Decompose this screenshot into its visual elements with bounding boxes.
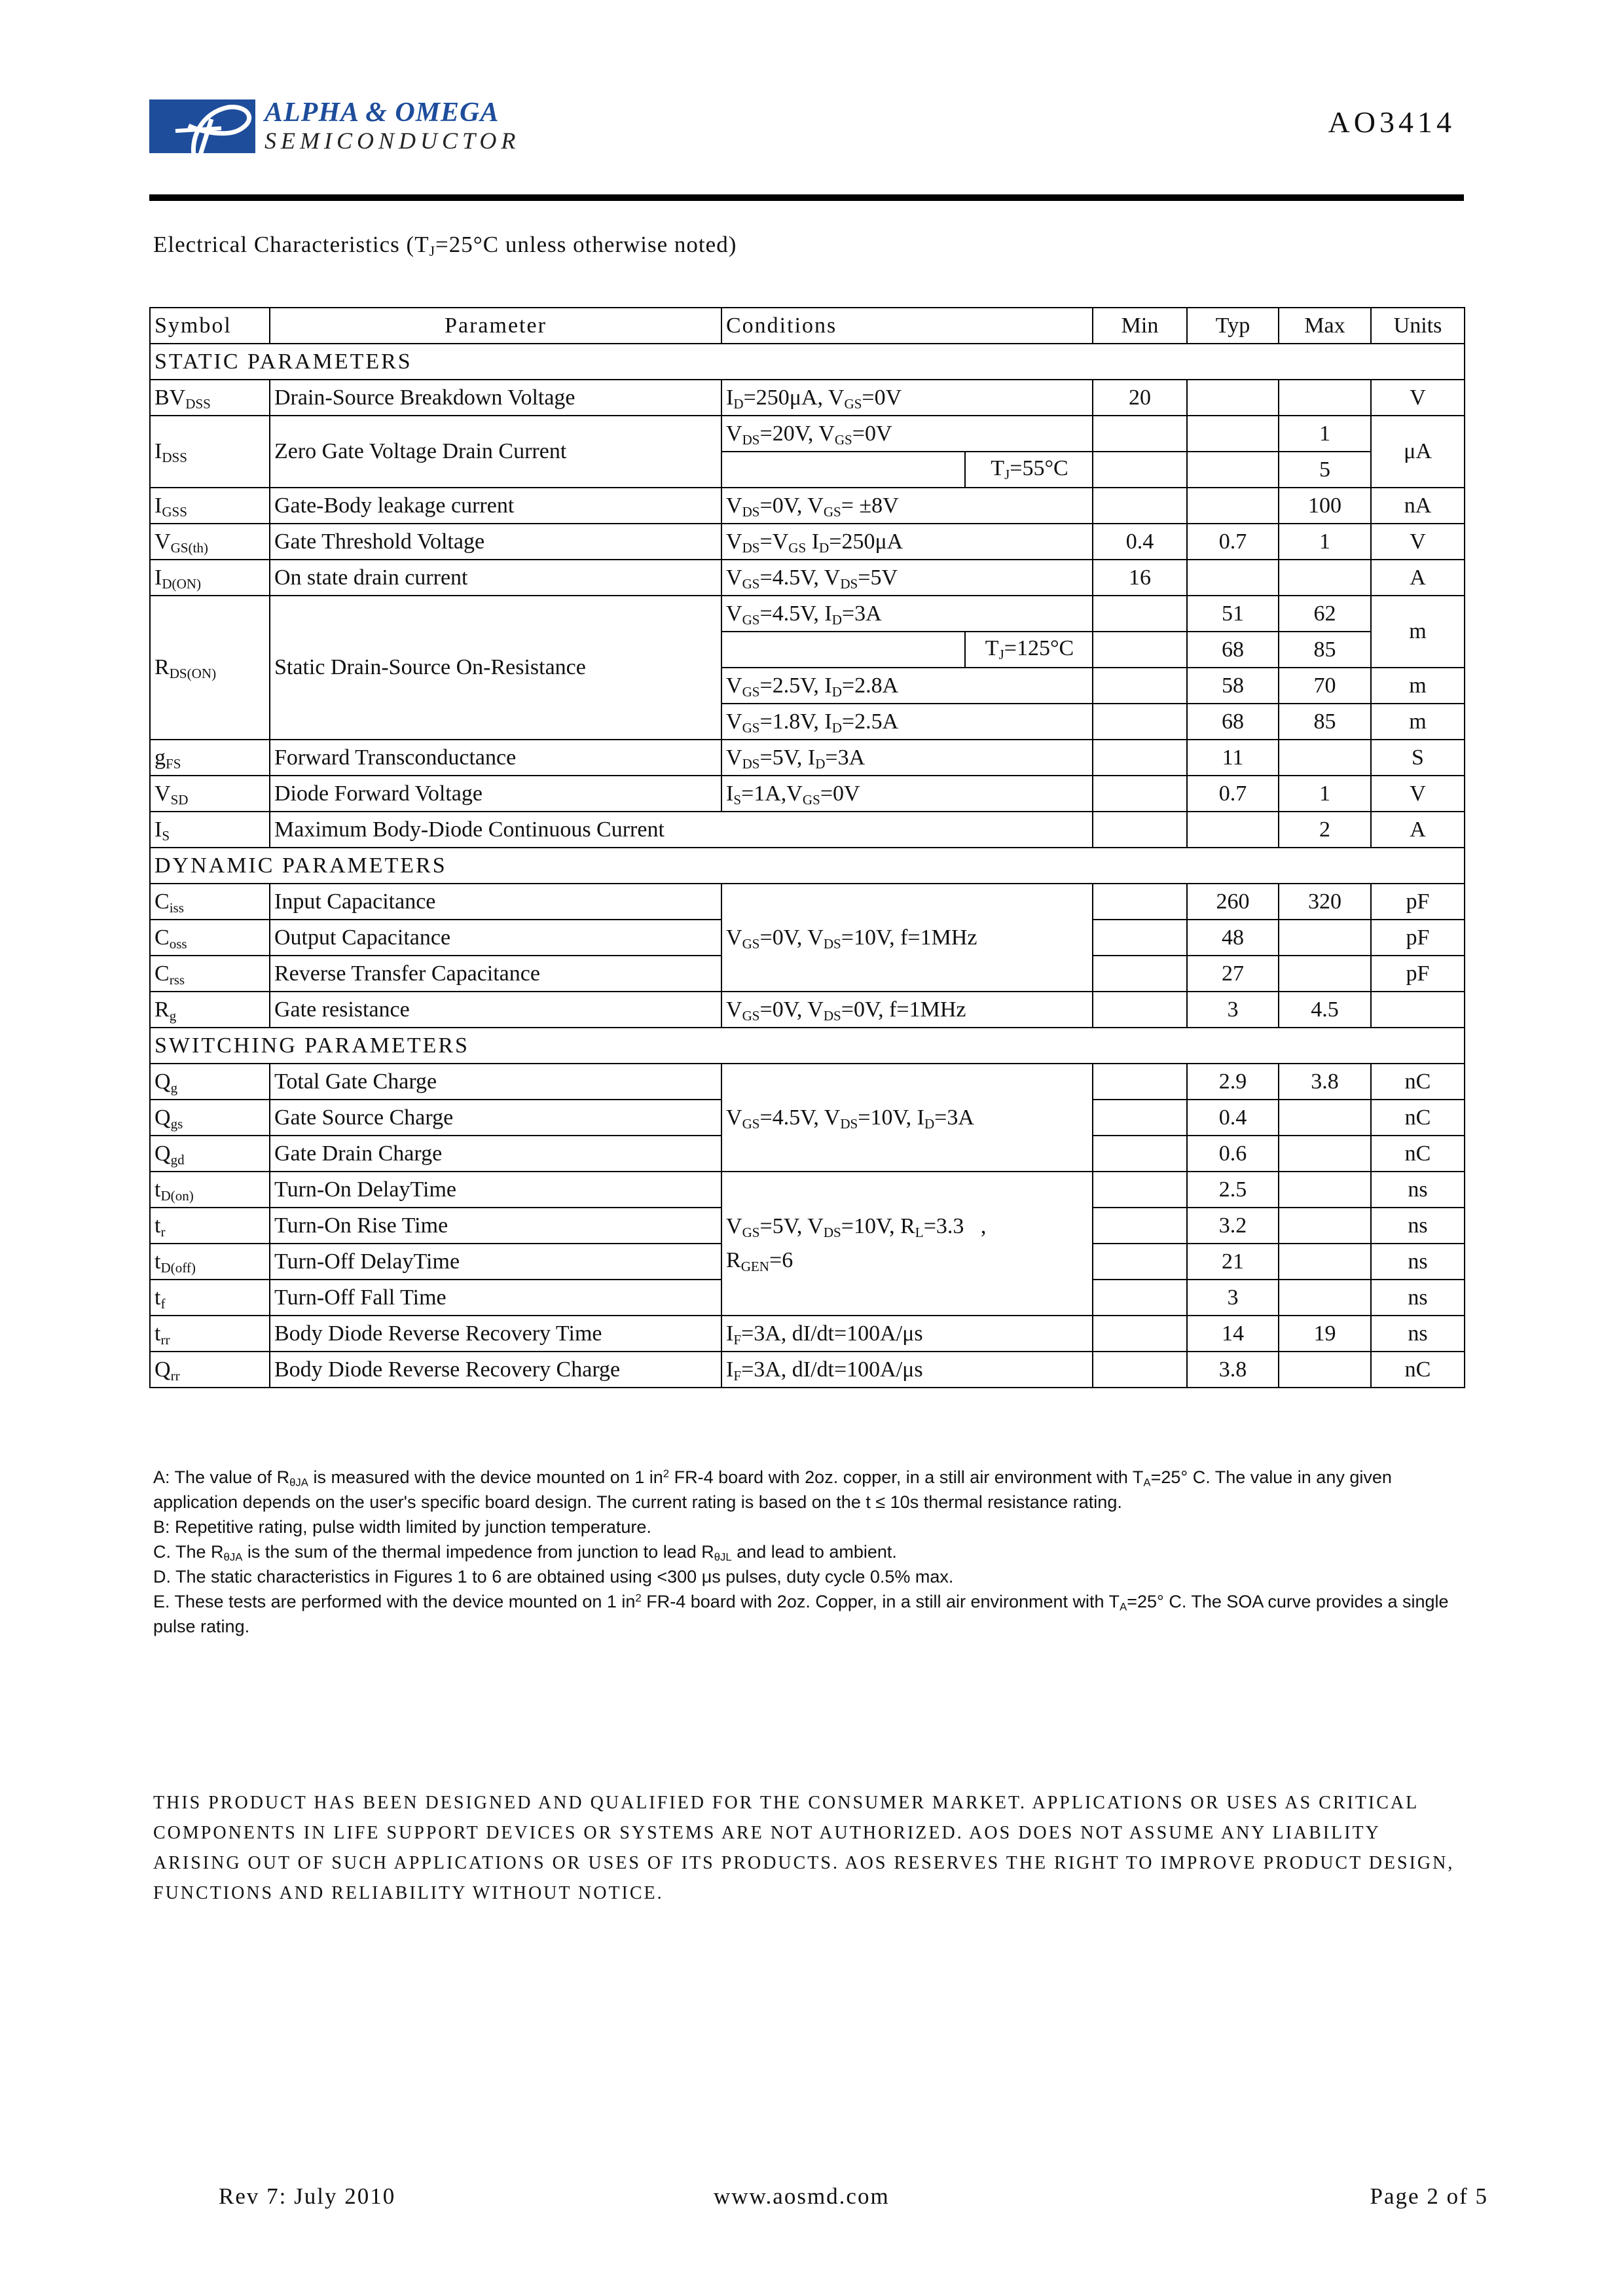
disclaimer: THIS PRODUCT HAS BEEN DESIGNED AND QUALIFIED FOR THE CONSUMER MARKET. APPLICATIONS OR USES AS CRITICAL COMPONENTS IN LIFE SUPPORT DEVICES OR SYSTEMS ARE NOT AUTHORIZED. AOS DOES NOT ASSUME ANY LIABILITY ARISING OUT OF SUCH APPLICATIONS OR USES OF ITS PRODUCTS. AOS RESERVES THE RIGHT TO IMPROVE PRODUCT DESIGN, FUNCTIONS AND RELIABILITY WITHOUT NOTICE. <box>153 1793 1455 1903</box>
max-cell: 2 <box>1279 812 1371 848</box>
units-cell: ns <box>1371 1208 1465 1244</box>
parameter-cell: Output Capacitance <box>270 920 721 956</box>
parameter-cell: Turn-On Rise Time <box>270 1208 721 1244</box>
table-row <box>150 380 1465 416</box>
symbol-cell: $t_{D(off)}$ <box>150 1244 270 1280</box>
parameter-cell: Body Diode Reverse Recovery Time <box>270 1316 721 1352</box>
parameter-cell: Reverse Transfer Capacitance <box>270 956 721 992</box>
units-cell: nC <box>1371 1100 1465 1136</box>
typ-cell: 3.8 <box>1187 1352 1279 1388</box>
footnote-b: B: Repetitive rating, pulse width limited by junction temperature. <box>153 1517 651 1537</box>
company-name: ALPHA & OMEGA <box>264 98 500 128</box>
units-cell: m <box>1371 668 1465 704</box>
header-typ: Typ <box>1187 308 1279 344</box>
parameter-cell: Turn-Off DelayTime <box>270 1244 721 1280</box>
table-row <box>150 1064 1465 1100</box>
units-cell: ns <box>1371 1172 1465 1208</box>
tj-condition: $T_J=55^\circ C$ <box>964 452 1093 488</box>
symbol-cell: $BV_{DSS}$ <box>150 380 270 416</box>
website-link[interactable]: www.aosmd.com <box>714 2183 890 2209</box>
parameter-cell: Static Drain-Source On-Resistance <box>270 596 721 740</box>
symbol-cell: $I_{GSS}$ <box>150 488 270 524</box>
max-cell: 100 <box>1279 488 1371 524</box>
parameter-cell: On state drain current <box>270 560 721 596</box>
section-row <box>150 1028 1465 1064</box>
symbol-cell: $t_r$ <box>150 1208 270 1244</box>
min-cell: 0.4 <box>1093 524 1187 560</box>
table-row <box>150 416 1465 452</box>
table-row <box>150 1172 1465 1208</box>
table-row <box>150 884 1465 920</box>
symbol-cell: $R_g$ <box>150 992 270 1028</box>
parameter-cell: Turn-On DelayTime <box>270 1172 721 1208</box>
max-cell: 19 <box>1279 1316 1371 1352</box>
section-row <box>150 344 1465 380</box>
header-max: Max <box>1279 308 1371 344</box>
typ-cell: 0.6 <box>1187 1136 1279 1172</box>
parameter-cell: Gate Threshold Voltage <box>270 524 721 560</box>
header-parameter: Parameter <box>270 308 721 344</box>
typ-cell: 0.7 <box>1187 776 1279 812</box>
table-row <box>150 812 1465 848</box>
footnotes <box>153 1465 1469 1639</box>
typ-cell: 51 <box>1187 596 1279 632</box>
parameter-cell: Turn-Off Fall Time <box>270 1280 721 1316</box>
units-cell: m <box>1371 704 1465 740</box>
electrical-characteristics-table <box>149 307 1465 1388</box>
symbol-cell: $Q_{gs}$ <box>150 1100 270 1136</box>
conditions-cell: $I_D=250\mu A$, $V_{GS}=0V$ <box>721 380 1093 416</box>
parameter-cell: Gate Drain Charge <box>270 1136 721 1172</box>
symbol-cell: $I_S$ <box>150 812 270 848</box>
units-cell: pF <box>1371 920 1465 956</box>
table-row <box>150 596 1465 632</box>
table-row <box>150 1352 1465 1388</box>
symbol-cell: $t_{rr}$ <box>150 1316 270 1352</box>
units-cell: V <box>1371 524 1465 560</box>
footnote-e: E. These tests are performed with the device mounted on 1 $in^2$ FR-4 board with 2oz. Copper, in a still air environment with $T_A=25^\circ$ C. The SOA curve provides a single pulse rating. <box>153 1591 1449 1636</box>
table-row <box>150 776 1465 812</box>
symbol-cell: $Q_{rr}$ <box>150 1352 270 1388</box>
conditions-cell: $V_{GS}=4.5V$, $V_{DS}=10V$, $I_D=3A$ <box>721 1064 1093 1172</box>
parameter-cell: Gate-Body leakage current <box>270 488 721 524</box>
company-subtitle: SEMICONDUCTOR <box>264 128 520 154</box>
parameter-cell: Gate resistance <box>270 992 721 1028</box>
alpha-omega-logo-icon <box>149 99 255 153</box>
units-cell: ns <box>1371 1280 1465 1316</box>
parameter-cell: Total Gate Charge <box>270 1064 721 1100</box>
conditions-cell: $I_S=1A,V_{GS}=0V$ <box>721 776 1093 812</box>
symbol-cell: $I_{D(ON)}$ <box>150 560 270 596</box>
footnote-c: C. The $R_{\theta JA}$ is the sum of the thermal impedence from junction to lead $R_{\theta JL}$ and lead to ambient. <box>153 1542 897 1564</box>
units-cell: nC <box>1371 1064 1465 1100</box>
company-logo <box>149 97 555 175</box>
typ-cell: 68 <box>1187 704 1279 740</box>
typ-cell: 3.2 <box>1187 1208 1279 1244</box>
symbol-cell: $C_{oss}$ <box>150 920 270 956</box>
conditions-cell: $V_{DS}=0V$, $V_{GS}= \pm 8V$ <box>721 488 1093 524</box>
max-cell: 5 <box>1279 452 1371 488</box>
symbol-cell: $Q_g$ <box>150 1064 270 1100</box>
parameter-cell: Zero Gate Voltage Drain Current <box>270 416 721 488</box>
min-cell: 20 <box>1093 380 1187 416</box>
units-cell: m <box>1371 596 1465 668</box>
header-min: Min <box>1093 308 1187 344</box>
max-cell: 70 <box>1279 668 1371 704</box>
max-cell: 1 <box>1279 416 1371 452</box>
symbol-cell: $R_{DS(ON)}$ <box>150 596 270 740</box>
symbol-cell: $V_{SD}$ <box>150 776 270 812</box>
units-cell: ns <box>1371 1316 1465 1352</box>
typ-cell: 11 <box>1187 740 1279 776</box>
conditions-cell: $V_{DS}=20V$, $V_{GS}=0V$ <box>721 416 1093 452</box>
table-row <box>150 1316 1465 1352</box>
typ-cell: 2.5 <box>1187 1172 1279 1208</box>
max-cell: 4.5 <box>1279 992 1371 1028</box>
symbol-cell: $C_{rss}$ <box>150 956 270 992</box>
conditions-cell: $I_F=3A$, dI/dt=100A/μs <box>721 1352 1093 1388</box>
conditions-cell <box>721 452 1093 488</box>
max-cell: 62 <box>1279 596 1371 632</box>
table-row <box>150 524 1465 560</box>
units-cell: pF <box>1371 956 1465 992</box>
symbol-cell: $Q_{gd}$ <box>150 1136 270 1172</box>
min-cell: 16 <box>1093 560 1187 596</box>
units-cell: nA <box>1371 488 1465 524</box>
header-divider <box>149 194 1464 201</box>
symbol-cell: $g_{FS}$ <box>150 740 270 776</box>
header-units: Units <box>1371 308 1465 344</box>
table-header-row <box>150 308 1465 344</box>
max-cell: 320 <box>1279 884 1371 920</box>
page-number: Page 2 of 5 <box>1370 2183 1488 2209</box>
parameter-cell: Drain-Source Breakdown Voltage <box>270 380 721 416</box>
conditions-cell: $V_{GS}=5V$, $V_{DS}=10V$, $R_L=3.3$ , $R_{GEN}=6$ <box>721 1172 1093 1316</box>
static-parameters-title: STATIC PARAMETERS <box>150 344 1465 380</box>
conditions-cell: $I_F=3A$, dI/dt=100A/μs <box>721 1316 1093 1352</box>
max-cell: 1 <box>1279 776 1371 812</box>
conditions-cell: $V_{GS}=4.5V$, $V_{DS}=5V$ <box>721 560 1093 596</box>
typ-cell: 21 <box>1187 1244 1279 1280</box>
symbol-cell: $C_{iss}$ <box>150 884 270 920</box>
table-row <box>150 992 1465 1028</box>
units-cell: A <box>1371 812 1465 848</box>
parameter-cell: Maximum Body-Diode Continuous Current <box>270 812 1093 848</box>
conditions-cell: $V_{GS}=2.5V$, $I_D=2.8A$ <box>721 668 1093 704</box>
units-cell: nC <box>1371 1352 1465 1388</box>
part-number: AO3414 <box>1328 105 1455 139</box>
section-row <box>150 848 1465 884</box>
typ-cell: 48 <box>1187 920 1279 956</box>
typ-cell: 58 <box>1187 668 1279 704</box>
max-cell: 85 <box>1279 704 1371 740</box>
max-cell: 3.8 <box>1279 1064 1371 1100</box>
table-row <box>150 740 1465 776</box>
typ-cell: 3 <box>1187 992 1279 1028</box>
conditions-cell: $V_{GS}=1.8V$, $I_D=2.5A$ <box>721 704 1093 740</box>
symbol-cell: $V_{GS(th)}$ <box>150 524 270 560</box>
footnote-a: A: The value of $R_{\theta JA}$ is measured with the device mounted on 1 $in^2$ FR-4 board with 2oz. copper, in a still air environment with $T_A=25^\circ$ C. The value in any given application depends on the user's specific board design. The current rating is based on the t ≤ 10s thermal resistance rating. <box>153 1467 1392 1512</box>
switching-parameters-title: SWITCHING PARAMETERS <box>150 1028 1465 1064</box>
units-cell: nC <box>1371 1136 1465 1172</box>
units-cell: V <box>1371 776 1465 812</box>
footnote-d: D. The static characteristics in Figures 1 to 6 are obtained using <300 μs pulses, duty cycle 0.5% max. <box>153 1567 954 1587</box>
typ-cell: 68 <box>1187 632 1279 668</box>
units-cell: S <box>1371 740 1465 776</box>
parameter-cell: Diode Forward Voltage <box>270 776 721 812</box>
units-cell: pF <box>1371 884 1465 920</box>
tj-condition: $T_J=125^\circ C$ <box>964 632 1093 668</box>
typ-cell: 2.9 <box>1187 1064 1279 1100</box>
conditions-cell: $V_{DS}=5V$, $I_D=3A$ <box>721 740 1093 776</box>
header-conditions: Conditions <box>721 308 1093 344</box>
conditions-cell: $V_{GS}=0V$, $V_{DS}=10V$, f=1MHz <box>721 884 1093 992</box>
section-heading: Electrical Characteristics ($T_J=25^\circ C$ unless otherwise noted) <box>153 232 737 260</box>
parameter-cell: Forward Transconductance <box>270 740 721 776</box>
units-cell: μA <box>1371 416 1465 488</box>
typ-cell: 27 <box>1187 956 1279 992</box>
table-row <box>150 488 1465 524</box>
typ-cell: 260 <box>1187 884 1279 920</box>
typ-cell: 0.4 <box>1187 1100 1279 1136</box>
revision-label: Rev 7: July 2010 <box>219 2183 396 2209</box>
units-cell: ns <box>1371 1244 1465 1280</box>
parameter-cell: Input Capacitance <box>270 884 721 920</box>
units-cell: V <box>1371 380 1465 416</box>
typ-cell: 14 <box>1187 1316 1279 1352</box>
conditions-cell: $V_{DS}=V_{GS}$ $I_D=250\mu A$ <box>721 524 1093 560</box>
typ-cell: 3 <box>1187 1280 1279 1316</box>
max-cell: 1 <box>1279 524 1371 560</box>
conditions-cell: $V_{GS}=4.5V$, $I_D=3A$ <box>721 596 1093 632</box>
parameter-cell: Gate Source Charge <box>270 1100 721 1136</box>
header-symbol: Symbol <box>150 308 270 344</box>
symbol-cell: $I_{DSS}$ <box>150 416 270 488</box>
table-row <box>150 560 1465 596</box>
max-cell: 85 <box>1279 632 1371 668</box>
parameter-cell: Body Diode Reverse Recovery Charge <box>270 1352 721 1388</box>
units-cell: A <box>1371 560 1465 596</box>
conditions-cell: $V_{GS}=0V$, $V_{DS}=0V$, f=1MHz <box>721 992 1093 1028</box>
conditions-cell <box>721 632 1093 668</box>
symbol-cell: $t_{D(on)}$ <box>150 1172 270 1208</box>
symbol-cell: $t_f$ <box>150 1280 270 1316</box>
dynamic-parameters-title: DYNAMIC PARAMETERS <box>150 848 1465 884</box>
typ-cell: 0.7 <box>1187 524 1279 560</box>
